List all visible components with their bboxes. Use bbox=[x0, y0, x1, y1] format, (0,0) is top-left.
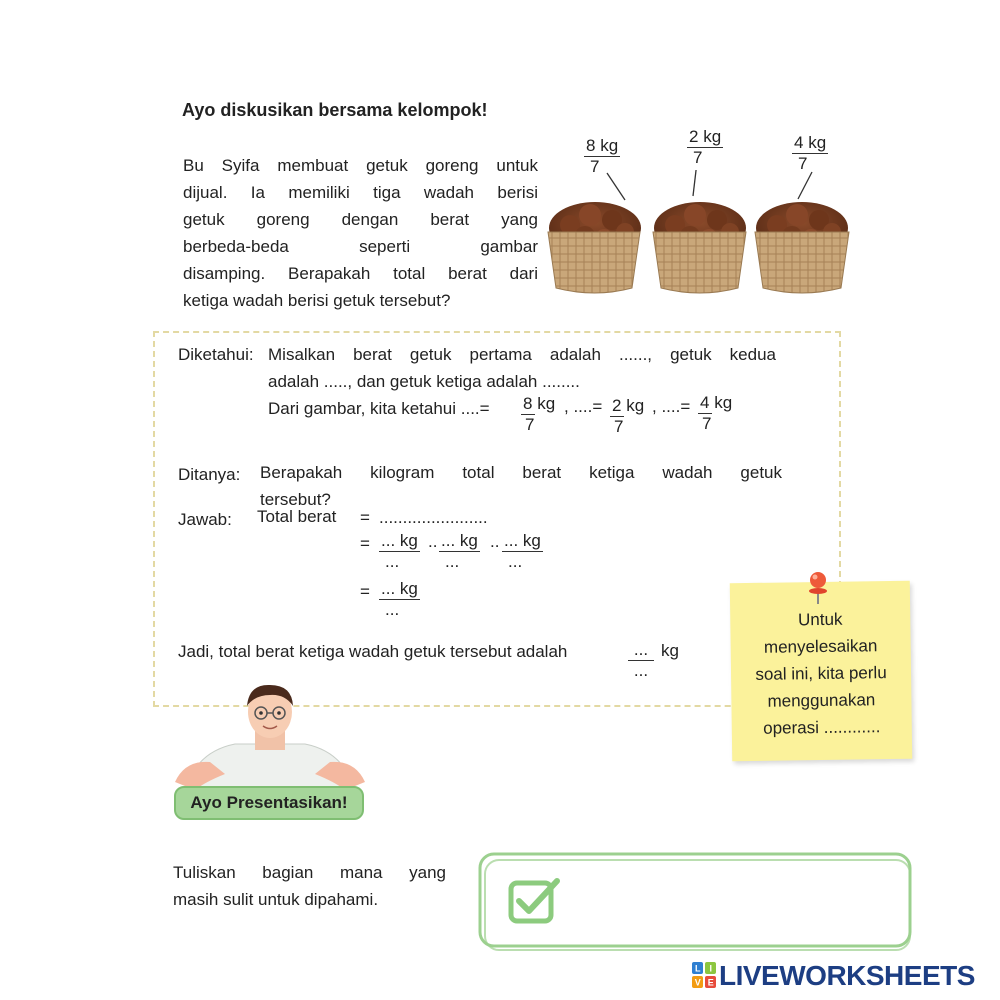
known-fraction-3-numerator: 4 kg bbox=[700, 393, 733, 412]
known-fraction-1-denominator: 7 bbox=[521, 414, 535, 435]
operator-blank-1[interactable]: .. bbox=[428, 532, 438, 551]
sticky-line[interactable]: operasi ............ bbox=[763, 717, 881, 738]
brand-text: LIVEWORKSHEETS bbox=[719, 960, 975, 991]
equals-sign-1: = bbox=[360, 508, 370, 527]
known-fraction-3-denominator: 7 bbox=[698, 413, 712, 434]
prompt-line: masih sulit untuk dipahami. bbox=[173, 890, 379, 909]
sum-fraction-1-denominator[interactable]: ... bbox=[385, 552, 400, 571]
pushpin-icon bbox=[806, 571, 830, 605]
basket-1-denominator: 7 bbox=[590, 157, 600, 176]
known-sep-2: , ....= bbox=[652, 397, 691, 416]
story-line: ketiga wadah berisi getuk tersebut? bbox=[183, 291, 451, 310]
logo-letter: V bbox=[694, 977, 701, 988]
result-fraction-numerator[interactable]: ... kg bbox=[381, 579, 418, 598]
total-blank[interactable]: ....................... bbox=[379, 508, 488, 527]
diketahui-label: Diketahui: bbox=[178, 345, 254, 364]
story-line: disamping. Berapakah total berat dari bbox=[183, 264, 538, 283]
section-heading: Ayo diskusikan bersama kelompok! bbox=[182, 100, 488, 120]
sticky-line: soal ini, kita perlu bbox=[755, 663, 887, 684]
equals-sign-3: = bbox=[360, 582, 370, 601]
ditanya-line-2: tersebut? bbox=[260, 490, 331, 509]
ditanya-label: Ditanya: bbox=[178, 465, 241, 484]
conclusion-fraction[interactable] bbox=[628, 640, 654, 681]
story-line: dijual. Ia memiliki tiga wadah berisi bbox=[183, 183, 538, 202]
diketahui-line-1: Misalkan berat getuk pertama adalah ......, getuk kedua bbox=[268, 345, 776, 364]
reflection-answer-box[interactable] bbox=[477, 851, 914, 951]
basket-3-weight bbox=[792, 133, 828, 174]
sum-fraction-1[interactable] bbox=[379, 531, 420, 572]
diketahui-line-2: adalah ....., dan getuk ketiga adalah ........ bbox=[268, 372, 580, 391]
sticky-line: Untuk bbox=[797, 609, 843, 630]
teacher-character-illustration bbox=[165, 682, 375, 792]
conclusion-unit: kg bbox=[661, 641, 679, 660]
basket-2-numerator: 2 kg bbox=[689, 127, 722, 146]
sum-fraction-1-numerator[interactable]: ... kg bbox=[381, 531, 418, 550]
basket-2 bbox=[653, 202, 746, 293]
story-line: Bu Syifa membuat getuk goreng untuk bbox=[183, 156, 538, 175]
sticky-note-text bbox=[730, 605, 912, 743]
logo-letter: I bbox=[709, 963, 712, 974]
reflection-prompt bbox=[173, 859, 446, 913]
known-fraction-1 bbox=[521, 394, 557, 435]
known-fraction-1-numerator: 8 kg bbox=[523, 394, 556, 413]
getuk-baskets-illustration bbox=[540, 170, 860, 300]
prompt-line: Tuliskan bagian mana yang bbox=[173, 863, 446, 882]
logo-letter: E bbox=[707, 977, 714, 988]
operator-blank-2[interactable]: .. bbox=[490, 532, 500, 551]
known-fraction-3 bbox=[698, 393, 734, 434]
known-fraction-2-numerator: 2 kg bbox=[612, 396, 645, 415]
story-line: berbeda-beda seperti gambar bbox=[183, 237, 538, 256]
sum-fraction-2[interactable] bbox=[439, 531, 480, 572]
known-fraction-2 bbox=[610, 396, 646, 437]
sum-fraction-3-numerator[interactable]: ... kg bbox=[504, 531, 541, 550]
result-fraction[interactable] bbox=[379, 579, 420, 620]
ditanya-line-1: Berapakah kilogram total berat ketiga wadah getuk bbox=[260, 463, 782, 482]
story-paragraph bbox=[183, 152, 538, 314]
sum-fraction-2-numerator[interactable]: ... kg bbox=[441, 531, 478, 550]
jawab-label: Jawab: bbox=[178, 510, 232, 529]
basket-2-pointer bbox=[693, 170, 697, 196]
known-fraction-2-denominator: 7 bbox=[610, 416, 624, 437]
equals-sign-2: = bbox=[360, 534, 370, 553]
conclusion-numerator[interactable]: ... bbox=[628, 640, 654, 661]
logo-letter: L bbox=[695, 963, 700, 974]
presentasi-badge: Ayo Presentasikan! bbox=[174, 786, 364, 820]
basket-2-weight bbox=[687, 127, 723, 168]
conclusion-text: Jadi, total berat ketiga wadah getuk tersebut adalah bbox=[178, 642, 568, 661]
sum-fraction-3-denominator[interactable]: ... bbox=[508, 552, 523, 571]
basket-3 bbox=[755, 202, 849, 293]
story-line: getuk goreng dengan berat yang bbox=[183, 210, 538, 229]
result-fraction-denominator[interactable]: ... bbox=[385, 600, 400, 619]
basket-2-denominator: 7 bbox=[693, 148, 703, 167]
sticky-line: menggunakan bbox=[767, 690, 876, 711]
liveworksheets-brand bbox=[692, 960, 975, 992]
conclusion-denominator[interactable]: ... bbox=[633, 661, 649, 680]
basket-1-numerator: 8 kg bbox=[586, 136, 619, 155]
liveworksheets-logo-icon bbox=[692, 962, 716, 988]
basket-3-pointer bbox=[798, 172, 812, 199]
diketahui-line-3: Dari gambar, kita ketahui ....= bbox=[268, 399, 490, 418]
basket-1-pointer bbox=[607, 173, 625, 200]
basket-3-denominator: 7 bbox=[798, 154, 808, 173]
sticky-line: menyelesaikan bbox=[763, 636, 878, 657]
basket-3-numerator: 4 kg bbox=[794, 133, 827, 152]
sum-fraction-3[interactable] bbox=[502, 531, 543, 572]
basket-1 bbox=[548, 202, 641, 293]
sticky-note bbox=[730, 581, 912, 761]
total-berat-label: Total berat bbox=[257, 507, 337, 526]
sum-fraction-2-denominator[interactable]: ... bbox=[445, 552, 460, 571]
known-sep-1: , ....= bbox=[564, 397, 603, 416]
